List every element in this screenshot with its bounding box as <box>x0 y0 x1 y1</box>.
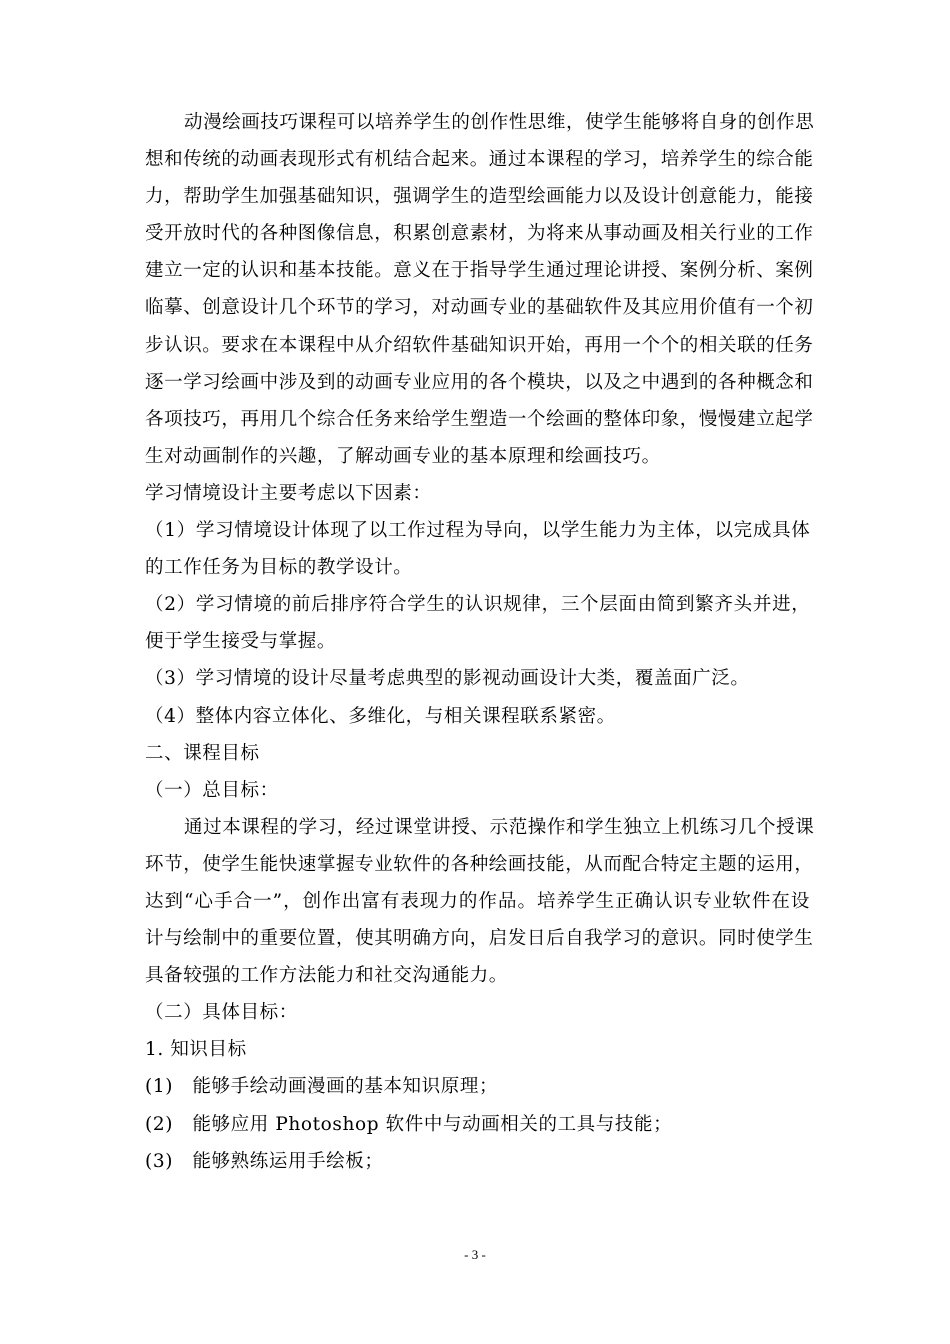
list-item-2: （2）学习情境的前后排序符合学生的认识规律，三个层面由简到繁齐头并进， <box>145 594 810 616</box>
numbered-item: (1) 能够手绘动画漫画的基本知识原理； <box>145 1076 499 1098</box>
paragraph-line: 临摹、创意设计几个环节的学习，对动画专业的基础软件及其应用价值有一个初 <box>145 297 814 319</box>
list-item-1: （1）学习情境设计体现了以工作过程为导向，以学生能力为主体，以完成具体 <box>145 520 810 542</box>
subsection-heading: （二）具体目标： <box>145 1002 298 1024</box>
paragraph-line: 各项技巧，再用几个综合任务来给学生塑造一个绘画的整体印象，慢慢建立起学 <box>145 408 814 430</box>
numbered-item: (3) 能够熟练运用手绘板； <box>145 1150 384 1172</box>
body-text <box>145 104 815 1180</box>
section-heading: 二、课程目标 <box>145 742 260 764</box>
paragraph-line: 具备较强的工作方法能力和社交沟通能力。 <box>145 965 508 987</box>
list-item-4: （4）整体内容立体化、多维化，与相关课程联系紧密。 <box>145 705 616 727</box>
paragraph-line: 建立一定的认识和基本技能。意义在于指导学生通过理论讲授、案例分析、案例 <box>145 260 814 282</box>
section-intro: 学习情境设计主要考虑以下因素： <box>145 482 432 504</box>
paragraph-line: 动漫绘画技巧课程可以培养学生的创作性思维，使学生能够将自身的创作思 <box>184 112 815 133</box>
paragraph-line: 环节，使学生能快速掌握专业软件的各种绘画技能，从而配合特定主题的运用， <box>145 853 814 875</box>
paragraph-line: 计与绘制中的重要位置，使其明确方向，启发日后自我学习的意识。同时使学生 <box>145 928 814 950</box>
paragraph-line: 力，帮助学生加强基础知识，强调学生的造型绘画能力以及设计创意能力，能接 <box>145 186 814 208</box>
paragraph-line: 生对动画制作的兴趣，了解动画专业的基本原理和绘画技巧。 <box>145 445 661 467</box>
page-number: - 3 - <box>464 1247 486 1262</box>
list-item-1-cont: 的工作任务为目标的教学设计。 <box>145 557 413 579</box>
numbered-heading: 1. 知识目标 <box>145 1039 247 1061</box>
paragraph-line: 通过本课程的学习，经过课堂讲授、示范操作和学生独立上机练习几个授课 <box>184 816 815 838</box>
list-item-2-cont: 便于学生接受与掌握。 <box>145 631 337 653</box>
list-item-3: （3）学习情境的设计尽量考虑典型的影视动画设计大类，覆盖面广泛。 <box>145 668 750 690</box>
subsection-heading: （一）总目标： <box>145 779 279 801</box>
paragraph-line: 想和传统的动画表现形式有机结合起来。通过本课程的学习，培养学生的综合能 <box>145 149 814 171</box>
numbered-item: (2) 能够应用 Photoshop 软件中与动画相关的工具与技能； <box>145 1113 673 1135</box>
paragraph-line: 步认识。要求在本课程中从介绍软件基础知识开始，再用一个个的相关联的任务 <box>145 334 814 356</box>
paragraph-line: 达到“心手合一”，创作出富有表现力的作品。培养学生正确认识专业软件在设 <box>145 890 810 912</box>
paragraph-line: 逐一学习绘画中涉及到的动画专业应用的各个模块，以及之中遇到的各种概念和 <box>145 371 814 393</box>
paragraph-line: 受开放时代的各种图像信息，积累创意素材，为将来从事动画及相关行业的工作 <box>145 223 814 245</box>
